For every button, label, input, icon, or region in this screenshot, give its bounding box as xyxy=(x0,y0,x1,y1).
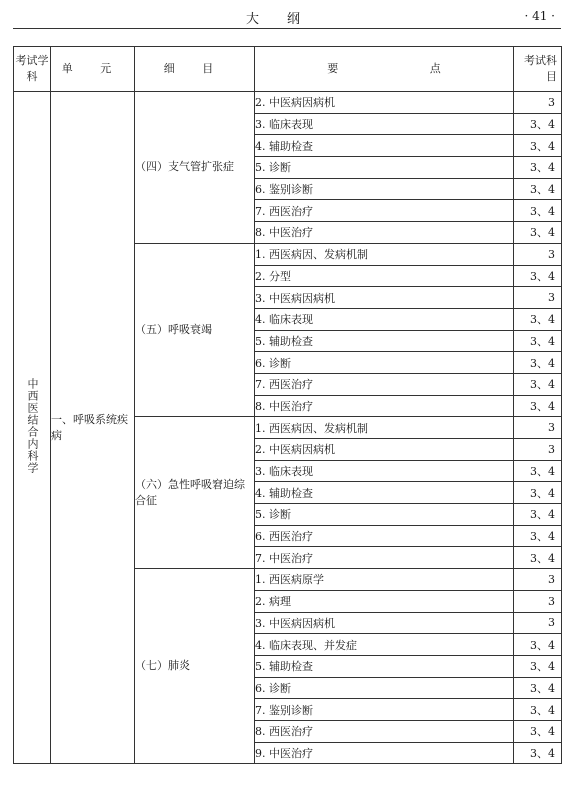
table-header-row xyxy=(14,47,562,92)
key-point: 8. 西医治疗 xyxy=(255,720,514,742)
exam-subject-code: 3、4 xyxy=(514,634,562,656)
key-point: 2. 分型 xyxy=(255,265,514,287)
table-row xyxy=(14,92,562,114)
exam-subject-code: 3 xyxy=(514,612,562,634)
key-point: 7. 西医治疗 xyxy=(255,200,514,222)
key-point: 2. 病理 xyxy=(255,590,514,612)
exam-subject-code: 3、4 xyxy=(514,157,562,179)
exam-subject-code: 3 xyxy=(514,569,562,591)
key-point: 9. 中医治疗 xyxy=(255,742,514,764)
detail-cell: （七）肺炎 xyxy=(135,569,255,764)
exam-subject-code: 3 xyxy=(514,417,562,439)
key-point: 7. 鉴别诊断 xyxy=(255,699,514,721)
exam-subject-code: 3 xyxy=(514,243,562,265)
exam-subject-code: 3 xyxy=(514,439,562,461)
exam-subject-code: 3、4 xyxy=(514,222,562,244)
key-point: 1. 西医病因、发病机制 xyxy=(255,243,514,265)
subject-cell xyxy=(14,92,51,764)
key-point: 2. 中医病因病机 xyxy=(255,439,514,461)
exam-subject-code: 3、4 xyxy=(514,482,562,504)
detail-cell: （五）呼吸衰竭 xyxy=(135,243,255,417)
column-header-unit: 单 元 xyxy=(51,47,135,92)
key-point: 8. 中医治疗 xyxy=(255,222,514,244)
exam-subject-code: 3、4 xyxy=(514,135,562,157)
key-point: 1. 西医病原学 xyxy=(255,569,514,591)
key-point: 6. 诊断 xyxy=(255,677,514,699)
exam-subject-code: 3、4 xyxy=(514,525,562,547)
key-point: 4. 临床表现、并发症 xyxy=(255,634,514,656)
key-point: 7. 中医治疗 xyxy=(255,547,514,569)
key-point: 4. 临床表现 xyxy=(255,308,514,330)
subject-label: 中西医结合内科学 xyxy=(26,378,39,475)
key-point: 3. 临床表现 xyxy=(255,460,514,482)
key-point: 3. 临床表现 xyxy=(255,113,514,135)
key-point: 5. 诊断 xyxy=(255,157,514,179)
key-point: 3. 中医病因病机 xyxy=(255,287,514,309)
exam-subject-code: 3、4 xyxy=(514,308,562,330)
key-point: 2. 中医病因病机 xyxy=(255,92,514,114)
key-point: 8. 中医治疗 xyxy=(255,395,514,417)
table-body xyxy=(14,92,562,764)
key-point: 6. 诊断 xyxy=(255,352,514,374)
page-number: · 41 · xyxy=(524,9,555,23)
key-point: 6. 西医治疗 xyxy=(255,525,514,547)
exam-subject-code: 3、4 xyxy=(514,504,562,526)
syllabus-table xyxy=(13,46,562,764)
key-point: 1. 西医病因、发病机制 xyxy=(255,417,514,439)
exam-subject-code: 3、4 xyxy=(514,200,562,222)
exam-subject-code: 3、4 xyxy=(514,699,562,721)
detail-cell: （四）支气管扩张症 xyxy=(135,92,255,244)
exam-subject-code: 3、4 xyxy=(514,547,562,569)
key-point: 5. 辅助检查 xyxy=(255,330,514,352)
key-point: 7. 西医治疗 xyxy=(255,373,514,395)
column-header-points: 要 点 xyxy=(255,47,514,92)
exam-subject-code: 3、4 xyxy=(514,460,562,482)
exam-subject-code: 3、4 xyxy=(514,113,562,135)
exam-subject-code: 3、4 xyxy=(514,655,562,677)
exam-subject-code: 3 xyxy=(514,92,562,114)
exam-subject-code: 3、4 xyxy=(514,677,562,699)
key-point: 5. 辅助检查 xyxy=(255,655,514,677)
column-header-detail: 细 目 xyxy=(135,47,255,92)
key-point: 6. 鉴别诊断 xyxy=(255,178,514,200)
key-point: 4. 辅助检查 xyxy=(255,135,514,157)
key-point: 3. 中医病因病机 xyxy=(255,612,514,634)
exam-subject-code: 3、4 xyxy=(514,178,562,200)
exam-subject-code: 3、4 xyxy=(514,265,562,287)
detail-cell: （六）急性呼吸窘迫综合征 xyxy=(135,417,255,569)
key-point: 5. 诊断 xyxy=(255,504,514,526)
key-point: 4. 辅助检查 xyxy=(255,482,514,504)
exam-subject-code: 3 xyxy=(514,590,562,612)
exam-subject-code: 3、4 xyxy=(514,720,562,742)
exam-subject-code: 3 xyxy=(514,287,562,309)
page-header xyxy=(13,0,561,29)
exam-subject-code: 3、4 xyxy=(514,395,562,417)
exam-subject-code: 3、4 xyxy=(514,352,562,374)
header-title: 大纲 xyxy=(245,12,328,27)
exam-subject-code: 3、4 xyxy=(514,742,562,764)
exam-subject-code: 3、4 xyxy=(514,373,562,395)
unit-cell: 一、呼吸系统疾病 xyxy=(51,92,135,764)
column-header-exam-subject: 考试科目 xyxy=(514,47,562,92)
column-header-subject: 考试学科 xyxy=(14,47,51,92)
exam-subject-code: 3、4 xyxy=(514,330,562,352)
